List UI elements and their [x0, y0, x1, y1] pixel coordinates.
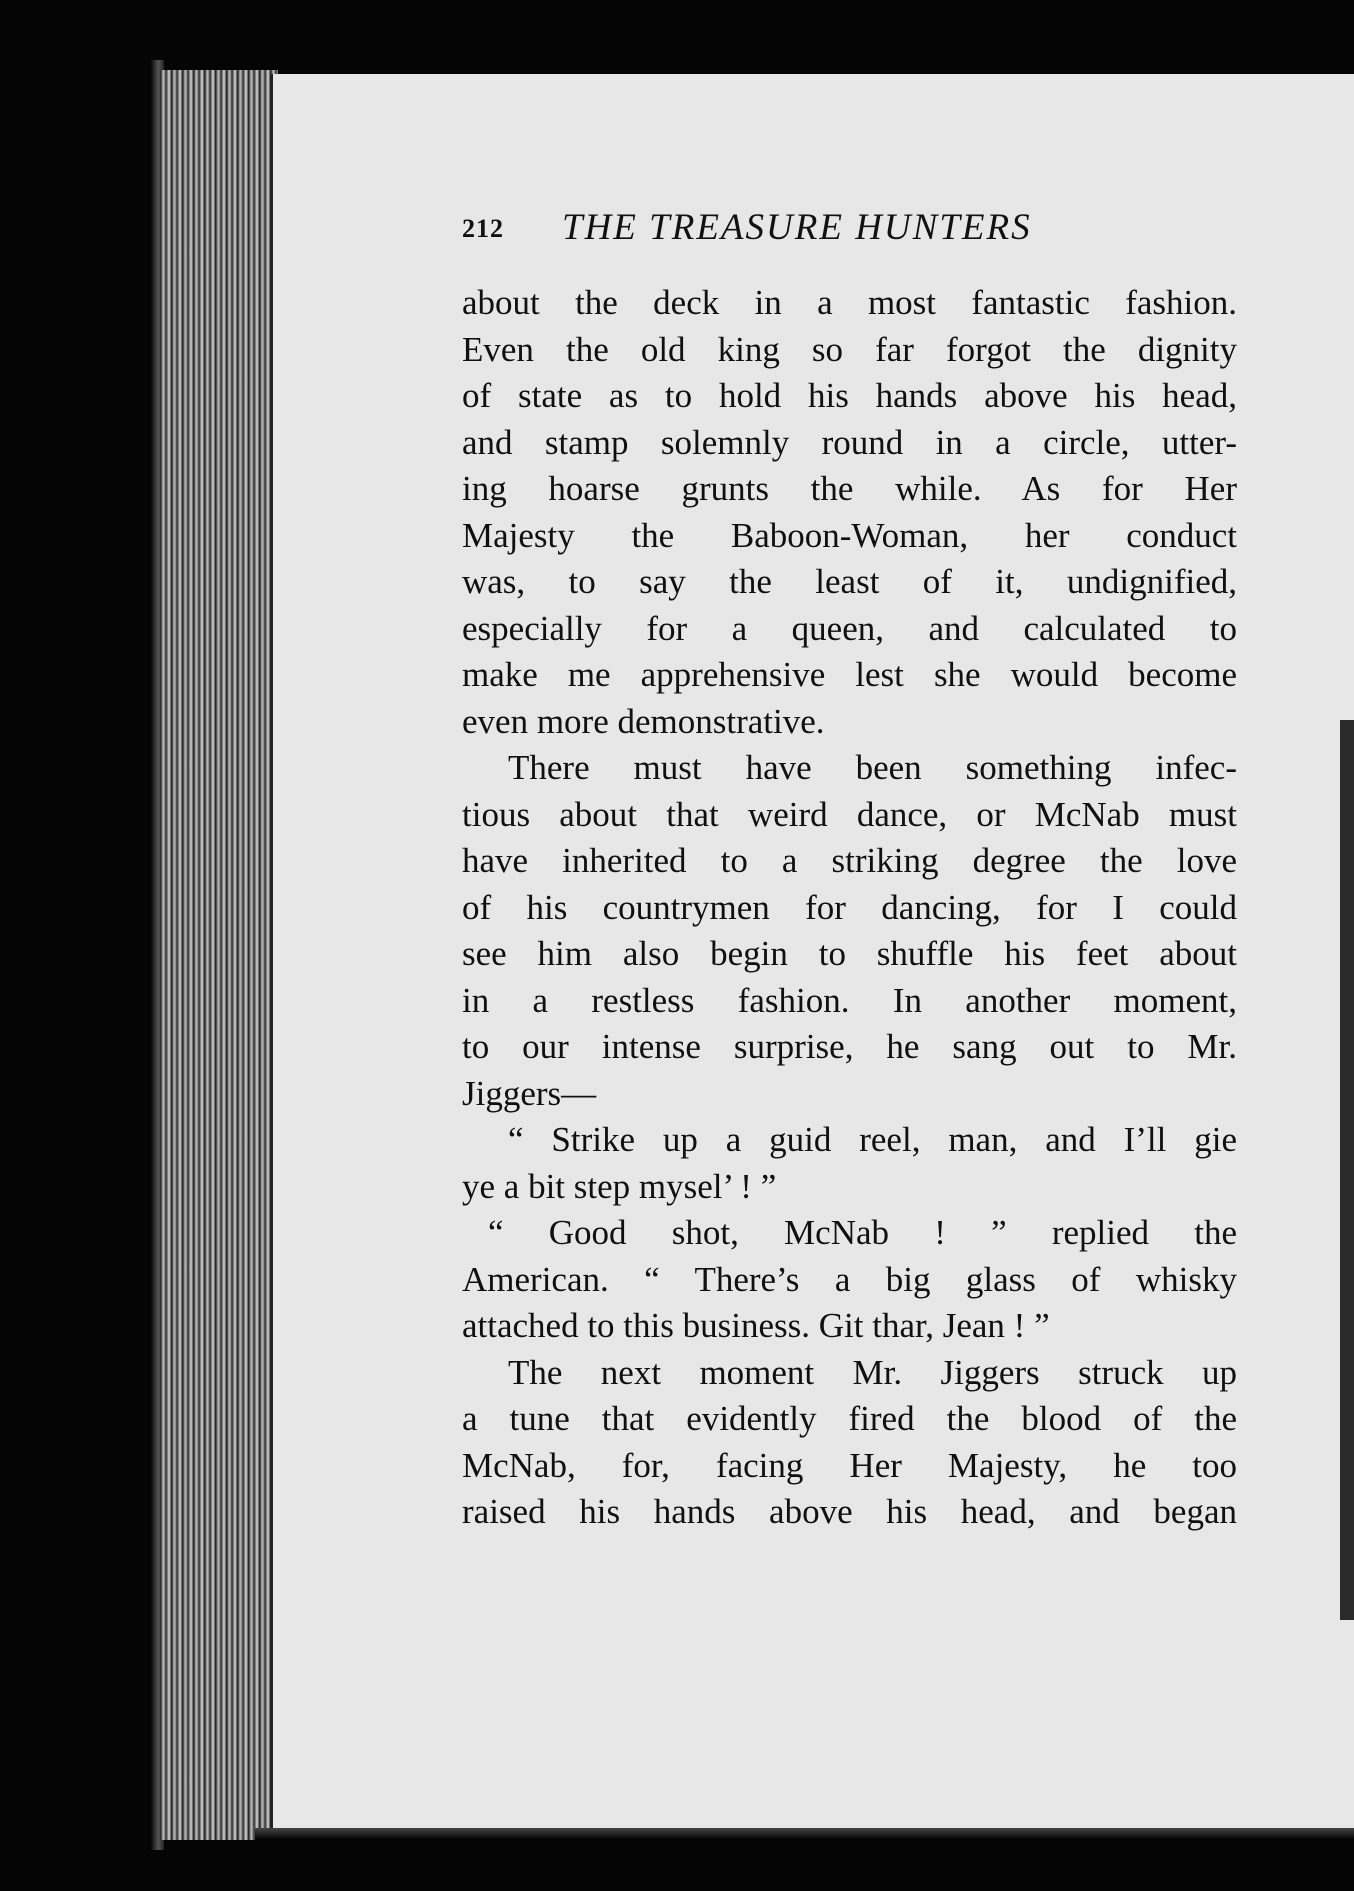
running-head	[462, 206, 1122, 256]
text-line: about the deck in a most fantastic fashion.	[462, 283, 1237, 322]
text-line: a tune that evidently fired the blood of the	[462, 1399, 1237, 1438]
text-line: ye a bit step mysel’ ! ”	[462, 1166, 777, 1206]
text-line: Even the old king so far forgot the dignity	[462, 329, 1237, 369]
text-line: have inherited to a striking degree the love	[462, 841, 1237, 880]
text-line: even more demonstrative.	[462, 701, 825, 741]
page-number: 212	[462, 214, 504, 243]
text-line: of his countrymen for dancing, for I could	[462, 887, 1237, 927]
text-line: of state as to hold his hands above his head,	[462, 376, 1237, 415]
text-line: was, to say the least of it, undignified,	[462, 562, 1237, 601]
text-line: raised his hands above his head, and began	[462, 1492, 1237, 1531]
text-line: in a restless fashion. In another moment,	[462, 980, 1237, 1020]
text-line: ing hoarse grunts the while. As for Her	[462, 469, 1237, 508]
text-line: tious about that weird dance, or McNab must	[462, 794, 1237, 834]
text-line: especially for a queen, and calculated to	[462, 608, 1237, 648]
text-line: McNab, for, facing Her Majesty, he too	[462, 1445, 1237, 1485]
text-line: see him also begin to shuffle his feet about	[462, 934, 1237, 973]
text-line: The next moment Mr. Jiggers struck up	[508, 1352, 1237, 1392]
text-line: American. “ There’s a big glass of whisky	[462, 1259, 1237, 1299]
body-text	[462, 280, 1237, 1536]
text-line: There must have been something infec-	[508, 748, 1237, 787]
text-line: Majesty the Baboon-Woman, her conduct	[462, 515, 1237, 555]
page-edges-stack	[160, 70, 278, 1840]
text-line: to our intense surprise, he sang out to Mr.	[462, 1027, 1237, 1066]
text-line: attached to this business. Git thar, Jean ! ”	[462, 1306, 1050, 1345]
text-line: and stamp solemnly round in a circle, utter-	[462, 422, 1237, 462]
book-title: THE TREASURE HUNTERS	[562, 207, 1032, 248]
right-edge-shadow	[1340, 720, 1354, 1620]
text-line: “ Good shot, McNab ! ” replied the	[488, 1213, 1237, 1252]
text-line: “ Strike up a guid reel, man, and I’ll gie	[508, 1120, 1237, 1159]
text-line: Jiggers—	[462, 1073, 597, 1113]
page-bottom-shadow	[255, 1828, 1354, 1840]
text-line: make me apprehensive lest she would become	[462, 655, 1237, 694]
